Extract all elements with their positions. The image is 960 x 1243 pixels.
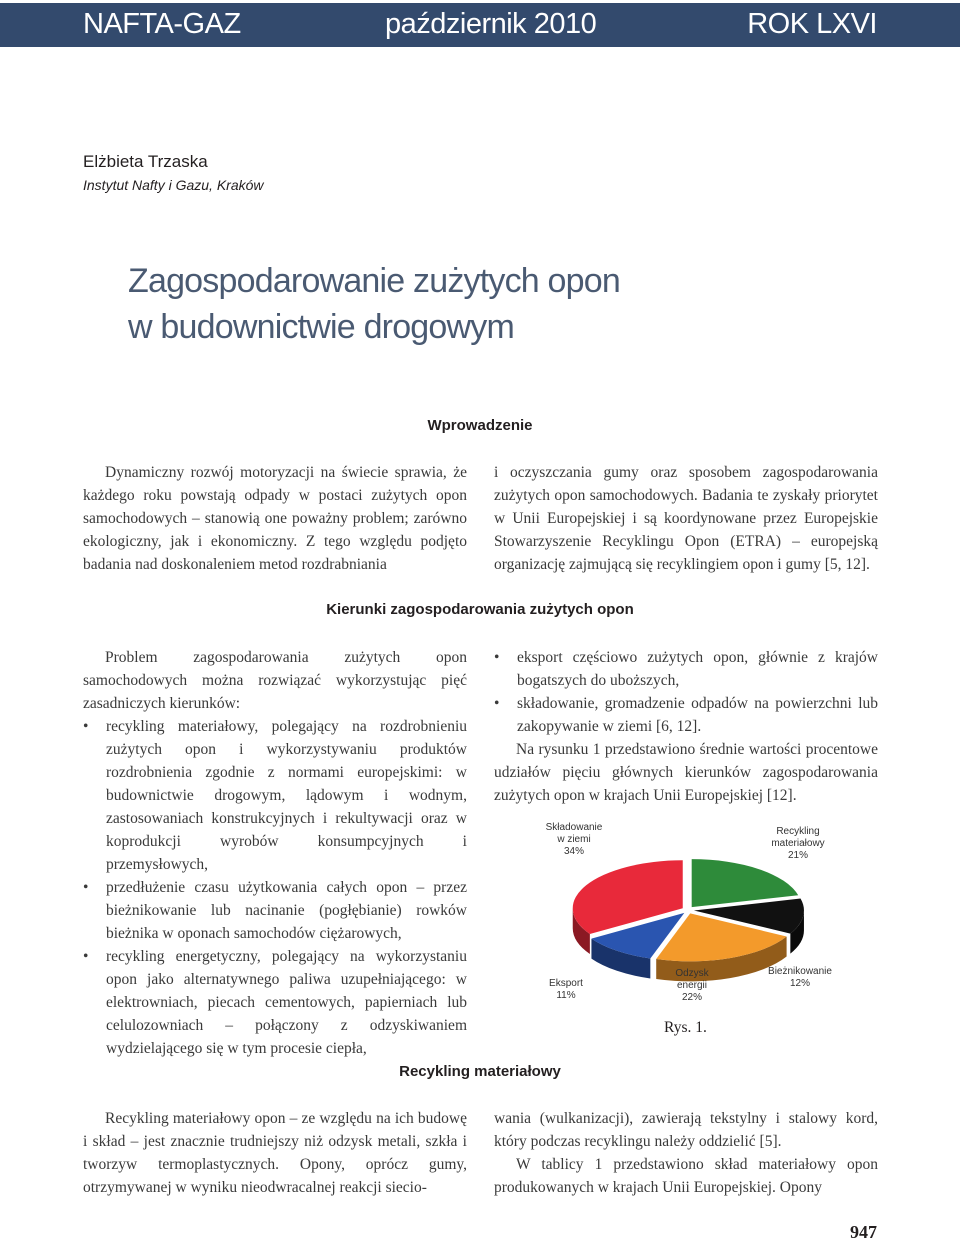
author-affiliation: Instytut Nafty i Gazu, Kraków [83, 177, 264, 193]
directions-list-left [83, 715, 467, 1060]
directions-intro-paragraph: Problem zagospodarowania zużytych opon samochodowych można rozwiązać wykorzystując pięć zasadniczych kierunków: [83, 649, 467, 712]
recycling-paragraph-left: Recykling materiałowy opon – ze względu na ich budowę i skład – jest znacznie trudniejszy niż odzysk metali, szkła i tworzyw termoplastycznych. Opony, oprócz gumy, otrzymywanej w wyniku nieodwracalnej reakcji siecio- [83, 1110, 467, 1196]
pie-slice-recycling [692, 859, 799, 907]
recycling-paragraph-right-2: W tablicy 1 przedstawiono skład materiałowy opon produkowanych w krajach Unii Europejskiej. Opony [494, 1156, 878, 1196]
intro-paragraph-left: Dynamiczny rozwój motoryzacji na świecie sprawia, że każdego roku powstają odpady w postaci zużytych opon samochodowych – stanowią one poważny problem; zarówno ekologiczny, jak i ekonomiczny. Z tego względu podjęto badania nad doskonaleniem metod rozdrabniania [83, 464, 467, 573]
directions-left-column [83, 646, 467, 1060]
tire-management-pie-chart [492, 818, 884, 1018]
title-line-1: Zagospodarowanie zużytych opon [128, 262, 620, 300]
directions-right-column [494, 646, 878, 807]
label-landfill: Składowanie w ziemi 34% [545, 822, 603, 857]
label-recycling: Recykling materiałowy 21% [771, 826, 825, 861]
directions-list-right [494, 646, 878, 738]
pie-chart-svg [492, 818, 884, 1018]
volume-label: ROK LXVI [747, 8, 877, 40]
label-retreading: Bieżnikowanie 12% [768, 966, 832, 989]
author-name: Elżbieta Trzaska [83, 152, 208, 171]
recycling-paragraph-right-1: wania (wulkanizacji), zawierają tekstylny i stalowy kord, który podczas recyklingu należy oddzielić [5]. [494, 1110, 878, 1150]
recycling-right-column [494, 1107, 878, 1199]
journal-name: NAFTA-GAZ [83, 8, 241, 40]
title-line-2: w budownictwie drogowym [128, 308, 514, 346]
figure-reference-paragraph: Na rysunku 1 przedstawiono średnie wartości procentowe udziałów pięciu głównych kierunków zagospodarowania zużytych opon w krajach Unii Europejskiej [12]. [494, 741, 878, 804]
intro-right-column [494, 461, 878, 576]
label-export: Eksport 11% [549, 978, 583, 1001]
recycling-left-column [83, 1107, 467, 1199]
pie-tops [573, 859, 804, 961]
figure-caption: Rys. 1. [664, 1019, 707, 1036]
list-item: • recykling materiałowy, polegający na rozdrobnieniu zużytych opon i wykorzystywaniu produktów rozdrobnienia zgodnie z normami europejskimi: w budownictwie drogowym, lądowym i wodnym, zastosowaniach konstrukcyjnych i rekultywacji oraz w koprodukcji wyrobów konsumpcyjnych i przemysłowych, [83, 715, 467, 876]
section-heading-recycling: Recykling materiałowy [399, 1063, 561, 1080]
list-item: • eksport częściowo zużytych opon, głównie z krajów bogatszych do uboższych, [494, 646, 878, 692]
page-number: 947 [850, 1222, 877, 1242]
list-item: • recykling energetyczny, polegający na wykorzystaniu opon jako alternatywnego paliwa uzupełniającego: w elektrowniach, piecach cementowych, papierniach lub celulozowniach – połączony z odzyskiwaniem wydzielającego się w tym procesie ciepła, [83, 945, 467, 1060]
intro-left-column [83, 461, 467, 576]
article-title [128, 258, 828, 350]
intro-paragraph-right: i oczyszczania gumy oraz sposobem zagospodarowania zużytych opon samochodowych. Badania te zyskały priorytet w Unii Europejskiej i są koordynowane przez Europejskie Stowarzyszenie Recyklingu Opon (ETRA) – europejską organizację zajmującą się recyklingiem opon i gumy [5, 12]. [494, 464, 878, 573]
section-heading-intro: Wprowadzenie [427, 417, 533, 434]
label-energy-recovery: Odzysk energii 22% [675, 968, 709, 1003]
issue-date: październik 2010 [385, 8, 597, 40]
list-item: • przedłużenie czasu użytkowania całych opon – przez bieżnikowanie lub nacinanie (pogłębianie) rowków bieżnika w oponach samochodów ciężarowych, [83, 876, 467, 945]
journal-header [0, 3, 960, 47]
section-heading-directions: Kierunki zagospodarowania zużytych opon [326, 601, 634, 618]
list-item: • składowanie, gromadzenie odpadów na powierzchni lub zakopywanie w ziemi [6, 12]. [494, 692, 878, 738]
